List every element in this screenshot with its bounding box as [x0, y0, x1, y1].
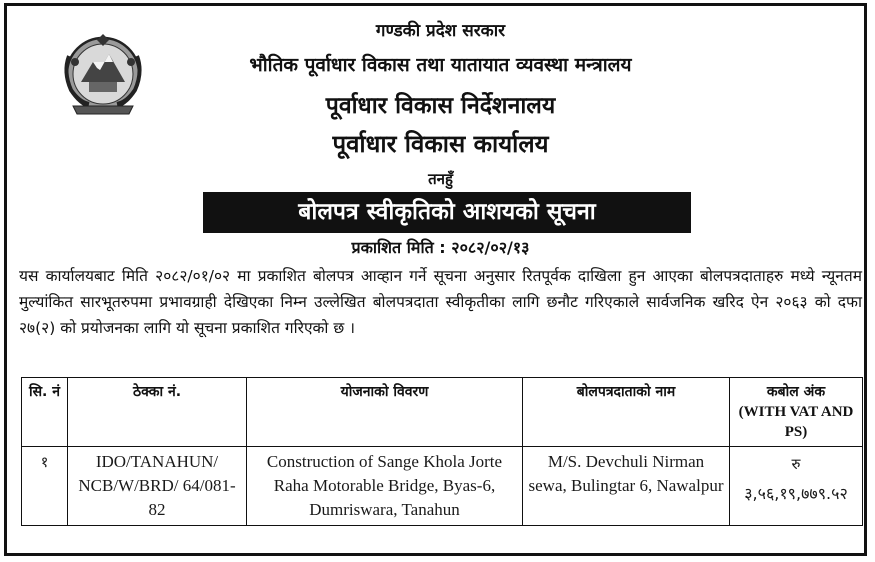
office-title: पूर्वाधार विकास कार्यालय	[332, 130, 549, 158]
header-project-desc: योजनाको विवरण	[247, 378, 523, 447]
header-contract-no: ठेक्का नं.	[68, 378, 247, 447]
header-amount	[730, 378, 863, 447]
bid-acceptance-table	[21, 377, 863, 526]
published-date: प्रकाशित मिति : २०८२/०२/१३	[351, 238, 530, 257]
cell-contract-no: IDO/TANAHUN/ NCB/W/BRD/ 64/081-82	[68, 447, 247, 526]
table-row	[22, 447, 863, 526]
notice-body: यस कार्यालयबाट मिति २०८२/०१/०२ मा प्रकाशित बोलपत्र आव्हान गर्ने सूचना अनुसार रितपूर्वक दाखिला हुन आएका बोलपत्रदाताहरु मध्ये न्यूनतम मुल्यांकित सारभूतरुपमा प्रभावग्राही देखिएका निम्न उल्लेखित बोलपत्रदाता स्वीकृतीका लागि छनौट गरिएकाले सार्वजनिक खरिद ऐन २०६३ को दफा २७(२) को प्रयोजनका लागि यो सूचना प्रकाशित गरिएको छ ।	[19, 267, 862, 337]
cell-sn: १	[22, 447, 68, 526]
ministry-title: भौतिक पूर्वाधार विकास तथा यातायात व्यवस्था मन्त्रालय	[249, 54, 632, 76]
notice-title-banner: बोलपत्र स्वीकृतिको आशयको सूचना	[203, 192, 691, 233]
header-bidder-name: बोलपत्रदाताको नाम	[523, 378, 730, 447]
cell-amount	[730, 447, 863, 526]
cell-project-desc: Construction of Sange Khola Jorte Raha Motorable Bridge, Byas-6, Dumriswara, Tanahun	[247, 447, 523, 526]
header-amount-note: (WITH VAT AND PS)	[738, 404, 854, 440]
provincial-government-title: गण्डकी प्रदेश सरकार	[375, 21, 506, 41]
amount-value: ३,५६,१९,७७९.५२	[744, 484, 848, 503]
table-header-row	[22, 378, 863, 447]
header-sn: सि. नं	[22, 378, 68, 447]
amount-currency: रु	[791, 455, 801, 473]
office-location: तनहुँ	[428, 170, 453, 188]
directorate-title: पूर्वाधार विकास निर्देशनालय	[325, 93, 556, 119]
cell-bidder-name: M/S. Devchuli Nirman sewa, Bulingtar 6, Nawalpur	[523, 447, 730, 526]
header-amount-label: कबोल अंक	[766, 384, 826, 400]
notice-frame	[4, 3, 867, 556]
